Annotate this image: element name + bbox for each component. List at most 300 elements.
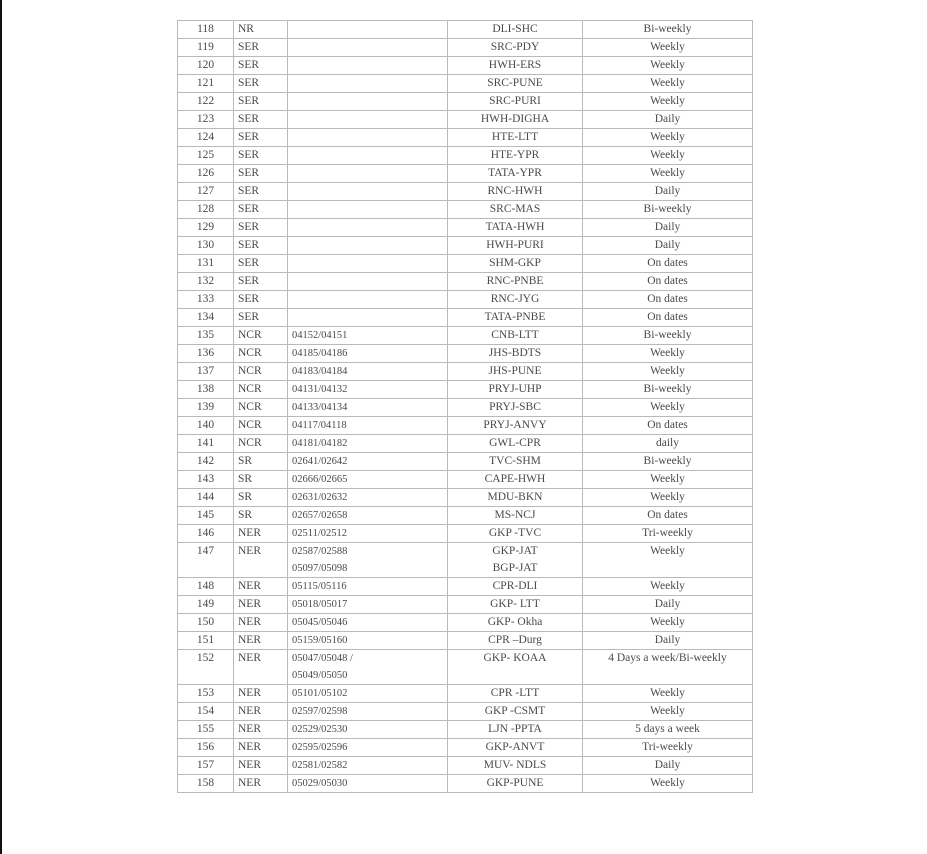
table-row [178,147,753,165]
serial-number-cell: 122 [178,93,234,111]
table-row [178,632,753,650]
document-page [177,20,753,793]
route-text: TATA-HWH [485,221,545,233]
table-row [178,543,753,578]
frequency-cell: Bi-weekly [583,453,753,471]
train-number-cell [288,345,448,363]
serial-number-cell: 127 [178,183,234,201]
route-cell [448,775,583,793]
route-text: RNC-HWH [487,185,543,197]
route-text: PRYJ-SBC [489,401,541,413]
serial-number-cell: 154 [178,703,234,721]
train-number-cell [288,453,448,471]
train-number: 05047/05048 / [292,653,353,664]
serial-number-cell: 158 [178,775,234,793]
railway-zone-cell: NCR [234,381,288,399]
route-text: GKP- LTT [490,598,540,610]
frequency-cell: Weekly [583,147,753,165]
frequency-cell: Tri-weekly [583,525,753,543]
route-cell [448,435,583,453]
train-number: 05045/05046 [292,617,348,628]
table-row [178,237,753,255]
train-number: 05018/05017 [292,599,348,610]
train-number-cell [288,721,448,739]
train-number-cell [288,273,448,291]
train-number: 02511/02512 [292,528,348,539]
railway-zone-cell: SER [234,273,288,291]
frequency-cell: Weekly [583,165,753,183]
railway-zone-cell: NCR [234,417,288,435]
train-number: 04181/04182 [292,438,348,449]
serial-number-cell: 138 [178,381,234,399]
serial-number-cell: 132 [178,273,234,291]
table-row [178,111,753,129]
railway-zone-cell: SER [234,129,288,147]
train-number: 04131/04132 [292,384,348,395]
railway-zone-cell: NER [234,739,288,757]
route-cell [448,507,583,525]
serial-number-cell: 119 [178,39,234,57]
frequency-cell: Daily [583,111,753,129]
train-number-cell [288,650,448,685]
train-number-cell [288,165,448,183]
railway-zone-cell: SER [234,309,288,327]
route-text: GKP -TVC [488,527,542,539]
table-row [178,291,753,309]
railway-zone-cell: SER [234,183,288,201]
railway-zone-cell: NER [234,543,288,578]
train-number-cell [288,578,448,596]
railway-zone-cell: SER [234,111,288,129]
table-row [178,219,753,237]
train-number-cell [288,507,448,525]
railway-zone-cell: NCR [234,345,288,363]
railway-zone-cell: NER [234,703,288,721]
serial-number-cell: 129 [178,219,234,237]
railway-zone-cell: NER [234,757,288,775]
frequency-cell: Weekly [583,543,753,578]
serial-number-cell: 126 [178,165,234,183]
railway-zone-cell: NER [234,525,288,543]
route-text: MDU-BKN [487,491,543,503]
railway-zone-cell: SER [234,237,288,255]
table-row [178,757,753,775]
frequency-cell: Weekly [583,345,753,363]
train-number-cell [288,775,448,793]
railway-zone-cell: NCR [234,327,288,345]
frequency-cell: Weekly [583,129,753,147]
route-text: GKP -CSMT [484,705,546,717]
route-text: GKP-ANVT [485,741,545,753]
railway-zone-cell: NER [234,578,288,596]
route-cell [448,291,583,309]
frequency-cell: 5 days a week [583,721,753,739]
route-text: MS-NCJ [494,509,536,521]
table-row [178,327,753,345]
route-text: CNB-LTT [491,329,539,341]
frequency-cell: Bi-weekly [583,21,753,39]
train-number-cell [288,417,448,435]
table-row [178,21,753,39]
route-cell [448,381,583,399]
table-row [178,75,753,93]
route-cell [448,219,583,237]
train-number-cell [288,291,448,309]
serial-number-cell: 151 [178,632,234,650]
route-cell [448,147,583,165]
train-number: 02587/02588 [292,546,348,557]
frequency-cell: Bi-weekly [583,201,753,219]
railway-zone-cell: SER [234,255,288,273]
serial-number-cell: 135 [178,327,234,345]
route-cell [448,309,583,327]
table-row [178,363,753,381]
frequency-cell: Weekly [583,614,753,632]
route-text: JHS-PUNE [488,365,542,377]
route-text: RNC-PNBE [486,275,544,287]
frequency-cell: daily [583,435,753,453]
train-number-cell [288,255,448,273]
serial-number-cell: 124 [178,129,234,147]
table-row [178,165,753,183]
railway-zone-cell: SR [234,471,288,489]
train-number-cell [288,201,448,219]
frequency-cell: 4 Days a week/Bi-weekly [583,650,753,685]
route-text: CPR –Durg [488,634,542,646]
table-row [178,453,753,471]
frequency-cell: Weekly [583,399,753,417]
train-number-cell [288,219,448,237]
route-text: SRC-PURI [489,95,541,107]
table-row [178,614,753,632]
frequency-cell: Bi-weekly [583,381,753,399]
route-text: HWH-PURI [486,239,544,251]
serial-number-cell: 149 [178,596,234,614]
frequency-cell: Weekly [583,578,753,596]
route-text: HTE-YPR [490,149,540,161]
route-text: GWL-CPR [489,437,541,449]
table-row [178,381,753,399]
frequency-cell: On dates [583,255,753,273]
route-text: SHM-GKP [489,257,541,269]
table-row [178,399,753,417]
route-text: LJN -PPTA [488,723,542,735]
train-number: 05115/05116 [292,581,347,592]
train-number-cell [288,435,448,453]
train-number-cell [288,685,448,703]
route-cell [448,327,583,345]
table-row [178,739,753,757]
serial-number-cell: 145 [178,507,234,525]
train-number: 04117/04118 [292,420,347,431]
train-number-cell [288,39,448,57]
railway-zone-cell: NER [234,614,288,632]
serial-number-cell: 139 [178,399,234,417]
serial-number-cell: 137 [178,363,234,381]
frequency-cell: Weekly [583,75,753,93]
train-number-cell [288,399,448,417]
route-cell [448,345,583,363]
railway-zone-cell: SER [234,93,288,111]
frequency-cell: Weekly [583,685,753,703]
train-number: 05101/05102 [292,688,348,699]
train-number-cell [288,111,448,129]
route-text: GKP- KOAA [483,652,547,664]
frequency-cell: Daily [583,757,753,775]
train-number: 02666/02665 [292,474,348,485]
serial-number-cell: 125 [178,147,234,165]
frequency-cell: Daily [583,183,753,201]
train-number-cell [288,596,448,614]
route-cell [448,165,583,183]
route-cell [448,57,583,75]
serial-number-cell: 148 [178,578,234,596]
route-text: CAPE-HWH [484,473,546,485]
railway-zone-cell: SR [234,489,288,507]
table-row [178,201,753,219]
train-number-cell [288,757,448,775]
train-number: 02529/02530 [292,724,348,735]
table-row [178,525,753,543]
table-row [178,345,753,363]
railway-zone-cell: NR [234,21,288,39]
frequency-cell: Weekly [583,703,753,721]
railway-zone-cell: SER [234,201,288,219]
route-cell [448,453,583,471]
train-number: 02641/02642 [292,456,348,467]
railway-zone-cell: NCR [234,435,288,453]
table-row [178,489,753,507]
railway-zone-cell: SER [234,39,288,57]
route-text: GKP-PUNE [486,777,544,789]
route-cell [448,111,583,129]
route-text: DLI-SHC [492,23,538,35]
route-cell [448,632,583,650]
train-number: 05159/05160 [292,635,348,646]
train-number: 04185/04186 [292,348,348,359]
train-number: 02657/02658 [292,510,348,521]
route-cell [448,363,583,381]
route-text: RNC-JYG [490,293,540,305]
frequency-cell: Weekly [583,775,753,793]
railway-zone-cell: NER [234,632,288,650]
frequency-cell: Tri-weekly [583,739,753,757]
railway-zone-cell: SER [234,75,288,93]
table-row [178,417,753,435]
route-text: PRYJ-UHP [488,383,542,395]
train-number: 02631/02632 [292,492,348,503]
table-row [178,578,753,596]
route-text: HWH-DIGHA [480,113,550,125]
route-cell [448,129,583,147]
serial-number-cell: 120 [178,57,234,75]
train-number-cell [288,147,448,165]
serial-number-cell: 128 [178,201,234,219]
table-row [178,596,753,614]
serial-number-cell: 136 [178,345,234,363]
route-text: HWH-ERS [488,59,542,71]
train-number-cell [288,57,448,75]
serial-number-cell: 133 [178,291,234,309]
table-row [178,775,753,793]
frequency-cell: On dates [583,309,753,327]
railway-zone-cell: SR [234,453,288,471]
serial-number-cell: 157 [178,757,234,775]
serial-number-cell: 152 [178,650,234,685]
serial-number-cell: 142 [178,453,234,471]
train-number: 05029/05030 [292,778,348,789]
route-cell [448,721,583,739]
route-cell [448,757,583,775]
special-trains-table [177,20,753,793]
railway-zone-cell: NCR [234,363,288,381]
frequency-cell: Daily [583,237,753,255]
route-text: TATA-YPR [488,167,542,179]
railway-zone-cell: NER [234,775,288,793]
table-row [178,650,753,685]
frequency-cell: On dates [583,291,753,309]
route-cell [448,237,583,255]
route-cell [448,614,583,632]
serial-number-cell: 134 [178,309,234,327]
train-number-cell [288,543,448,578]
serial-number-cell: 147 [178,543,234,578]
route-cell [448,685,583,703]
route-cell [448,93,583,111]
railway-zone-cell: NCR [234,399,288,417]
train-number: 02595/02596 [292,742,348,753]
route-cell [448,21,583,39]
page-left-border [0,0,2,854]
train-number: 04133/04134 [292,402,348,413]
railway-zone-cell: SR [234,507,288,525]
frequency-cell: Weekly [583,489,753,507]
route-text: HTE-LTT [491,131,539,143]
table-row [178,309,753,327]
route-text: SRC-PUNE [487,77,543,89]
route-text: MUV- NDLS [483,759,547,771]
table-row [178,39,753,57]
railway-zone-cell: SER [234,291,288,309]
train-number-cell [288,739,448,757]
serial-number-cell: 131 [178,255,234,273]
train-number-cell [288,183,448,201]
train-number: 04183/04184 [292,366,348,377]
route-text: TVC-SHM [489,455,541,467]
route-text: SRC-PDY [490,41,540,53]
serial-number-cell: 153 [178,685,234,703]
railway-zone-cell: NER [234,596,288,614]
serial-number-cell: 123 [178,111,234,129]
train-number-cell [288,327,448,345]
route-cell [448,417,583,435]
route-text: TATA-PNBE [484,311,546,323]
table-row [178,57,753,75]
serial-number-cell: 146 [178,525,234,543]
route-cell [448,399,583,417]
route-cell [448,650,583,685]
railway-zone-cell: SER [234,165,288,183]
frequency-cell: On dates [583,417,753,435]
train-number-cell [288,309,448,327]
frequency-cell: Weekly [583,39,753,57]
route-cell [448,489,583,507]
table-row [178,507,753,525]
route-text: CPR-DLI [492,580,538,592]
train-number-cell [288,381,448,399]
train-number-cell [288,632,448,650]
table-row [178,183,753,201]
route-cell [448,596,583,614]
train-number: 05049/05050 [292,670,348,681]
table-row [178,435,753,453]
railway-zone-cell: NER [234,685,288,703]
table-row [178,129,753,147]
railway-zone-cell: SER [234,219,288,237]
route-cell [448,739,583,757]
table-row [178,273,753,291]
serial-number-cell: 121 [178,75,234,93]
table-row [178,685,753,703]
train-number-cell [288,129,448,147]
route-cell [448,273,583,291]
serial-number-cell: 150 [178,614,234,632]
train-number: 02581/02582 [292,760,348,771]
frequency-cell: Daily [583,632,753,650]
train-number-cell [288,237,448,255]
train-number-cell [288,363,448,381]
frequency-cell: Weekly [583,93,753,111]
serial-number-cell: 130 [178,237,234,255]
route-text: BGP-JAT [492,562,538,574]
table-body [178,21,753,793]
serial-number-cell: 155 [178,721,234,739]
train-number: 04152/04151 [292,330,348,341]
table-row [178,255,753,273]
railway-zone-cell: NER [234,721,288,739]
serial-number-cell: 143 [178,471,234,489]
table-row [178,721,753,739]
train-number-cell [288,525,448,543]
route-text: GKP- Okha [487,616,543,628]
railway-zone-cell: NER [234,650,288,685]
route-cell [448,183,583,201]
frequency-cell: Weekly [583,363,753,381]
table-row [178,93,753,111]
route-cell [448,201,583,219]
train-number-cell [288,21,448,39]
route-cell [448,39,583,57]
serial-number-cell: 140 [178,417,234,435]
frequency-cell: Weekly [583,57,753,75]
train-number-cell [288,703,448,721]
train-number: 02597/02598 [292,706,348,717]
table-row [178,703,753,721]
route-text: CPR -LTT [490,687,540,699]
train-number-cell [288,75,448,93]
route-cell [448,543,583,578]
frequency-cell: Weekly [583,471,753,489]
route-text: PRYJ-ANVY [483,419,547,431]
frequency-cell: Daily [583,596,753,614]
serial-number-cell: 144 [178,489,234,507]
route-cell [448,75,583,93]
frequency-cell: On dates [583,273,753,291]
route-cell [448,525,583,543]
route-cell [448,471,583,489]
route-cell [448,578,583,596]
train-number: 05097/05098 [292,563,348,574]
